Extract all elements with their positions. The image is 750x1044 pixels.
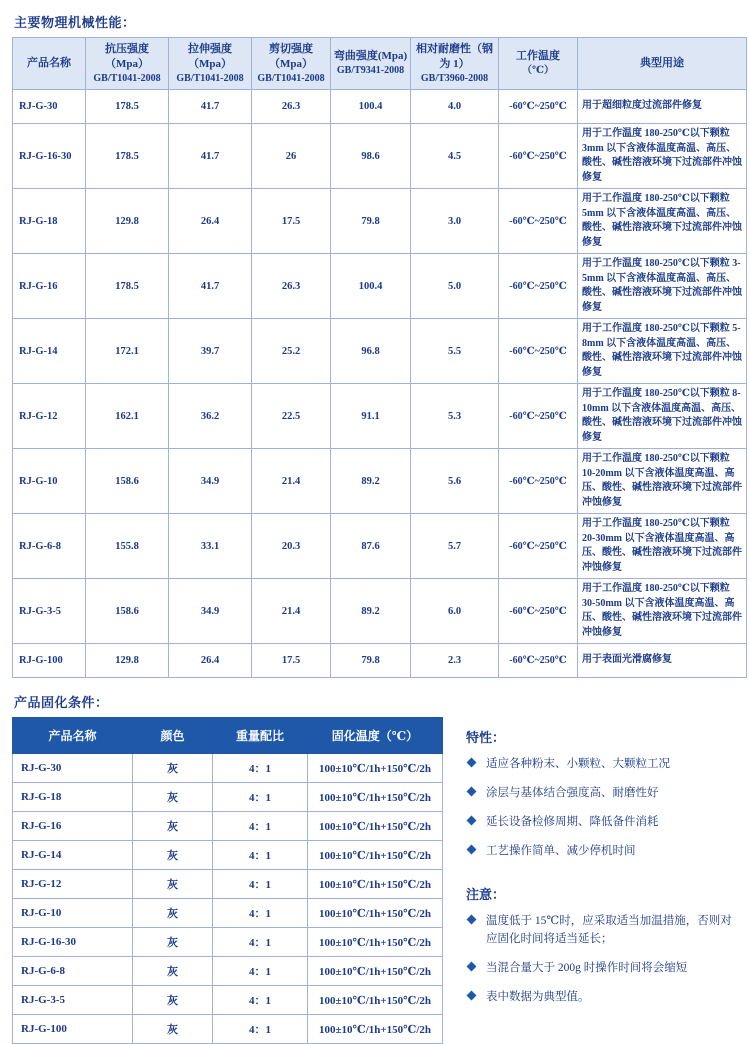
cell-tensile: 39.7 — [169, 319, 252, 384]
cell-temperature: -60℃~250℃ — [499, 319, 578, 384]
cell-cure-temp: 100±10℃/1h+150℃/2h — [308, 754, 443, 783]
cell-shear: 17.5 — [252, 644, 331, 678]
th-working-temperature: 工作温度 （℃） — [499, 38, 578, 90]
cell-cure-temp: 100±10℃/1h+150℃/2h — [308, 899, 443, 928]
cell-shear: 22.5 — [252, 384, 331, 449]
properties-table-body — [13, 90, 747, 678]
cell-cure-name: RJ-G-3-5 — [13, 986, 133, 1015]
cell-temperature: -60℃~250℃ — [499, 514, 578, 579]
cell-usage: 用于工作温度 180-250℃以下颗粒 8-10mm 以下含液体温度高温、高压、酸性、碱性溶液环境下过流部件冲蚀修复 — [578, 384, 747, 449]
cell-temperature: -60℃~250℃ — [499, 644, 578, 678]
table-row — [13, 812, 443, 841]
cell-cure-color: 灰 — [133, 1015, 213, 1044]
diamond-bullet-icon — [467, 915, 477, 925]
cell-shear: 25.2 — [252, 319, 331, 384]
th-shear-strength: 剪切强度（Mpa） GB/T1041-2008 — [252, 38, 331, 90]
cell-shear: 20.3 — [252, 514, 331, 579]
table-row — [13, 579, 747, 644]
cell-wear: 4.5 — [411, 124, 499, 189]
cell-shear: 26.3 — [252, 254, 331, 319]
list-item — [466, 756, 742, 774]
cell-wear: 5.3 — [411, 384, 499, 449]
list-item — [466, 843, 742, 861]
th-cure-temperature: 固化温度（℃） — [308, 718, 443, 754]
diamond-bullet-icon — [467, 758, 477, 768]
cell-bending: 89.2 — [331, 449, 411, 514]
cell-cure-color: 灰 — [133, 754, 213, 783]
cell-cure-color: 灰 — [133, 899, 213, 928]
cell-wear: 5.6 — [411, 449, 499, 514]
cell-compressive: 178.5 — [86, 254, 169, 319]
cell-cure-ratio: 4：1 — [213, 754, 308, 783]
cell-cure-temp: 100±10℃/1h+150℃/2h — [308, 812, 443, 841]
cell-shear: 26 — [252, 124, 331, 189]
cell-product-name: RJ-G-10 — [13, 449, 86, 514]
cell-cure-name: RJ-G-6-8 — [13, 957, 133, 986]
curing-section-title: 产品固化条件： — [14, 695, 109, 711]
cell-compressive: 158.6 — [86, 579, 169, 644]
feature-text: 延长设备检修周期、降低备件消耗 — [486, 815, 659, 828]
cell-product-name: RJ-G-14 — [13, 319, 86, 384]
cell-tensile: 34.9 — [169, 579, 252, 644]
list-item — [466, 960, 742, 978]
cell-temperature: -60℃~250℃ — [499, 90, 578, 124]
cell-temperature: -60℃~250℃ — [499, 189, 578, 254]
cell-cure-ratio: 4：1 — [213, 841, 308, 870]
cell-cure-color: 灰 — [133, 812, 213, 841]
cell-bending: 89.2 — [331, 579, 411, 644]
cell-wear: 5.5 — [411, 319, 499, 384]
table-row — [13, 189, 747, 254]
cell-compressive: 129.8 — [86, 644, 169, 678]
cell-usage: 用于表面光滑腐修复 — [578, 644, 747, 678]
right-column — [448, 717, 742, 1044]
cell-temperature: -60℃~250℃ — [499, 449, 578, 514]
table-row — [13, 124, 747, 189]
notes-block — [462, 884, 742, 1006]
diamond-bullet-icon — [467, 844, 477, 854]
features-title: 特性： — [466, 730, 506, 746]
cell-product-name: RJ-G-18 — [13, 189, 86, 254]
cell-compressive: 129.8 — [86, 189, 169, 254]
table-row — [13, 783, 443, 812]
table-row — [13, 870, 443, 899]
table-row — [13, 319, 747, 384]
cell-cure-ratio: 4：1 — [213, 899, 308, 928]
cell-product-name: RJ-G-6-8 — [13, 514, 86, 579]
curing-table — [12, 717, 443, 1044]
cell-product-name: RJ-G-16 — [13, 254, 86, 319]
cell-bending: 100.4 — [331, 254, 411, 319]
diamond-bullet-icon — [467, 815, 477, 825]
list-item — [466, 814, 742, 832]
cell-wear: 6.0 — [411, 579, 499, 644]
cell-tensile: 34.9 — [169, 449, 252, 514]
feature-text: 适应各种粉末、小颗粒、大颗粒工况 — [486, 758, 670, 771]
note-text: 表中数据为典型值。 — [486, 990, 590, 1003]
table-row — [13, 841, 443, 870]
cell-shear: 26.3 — [252, 90, 331, 124]
cell-product-name: RJ-G-16-30 — [13, 124, 86, 189]
cell-cure-name: RJ-G-14 — [13, 841, 133, 870]
cell-product-name: RJ-G-30 — [13, 90, 86, 124]
th-relative-wear-resistance: 相对耐磨性（钢为 1） GB/T3960-2008 — [411, 38, 499, 90]
note-text: 温度低于 15℃时，应采取适当加温措施，否则对应固化时间将适当延长； — [486, 915, 732, 946]
cell-shear: 21.4 — [252, 449, 331, 514]
list-item — [466, 913, 742, 949]
cell-tensile: 33.1 — [169, 514, 252, 579]
table-row — [13, 384, 747, 449]
cell-cure-color: 灰 — [133, 870, 213, 899]
curing-table-head — [13, 718, 443, 754]
cell-compressive: 178.5 — [86, 90, 169, 124]
cell-cure-temp: 100±10℃/1h+150℃/2h — [308, 928, 443, 957]
cell-compressive: 178.5 — [86, 124, 169, 189]
cell-usage: 用于工作温度 180-250℃以下颗粒 3mm 以下含液体温度高温、高压、酸性、碱性溶液环境下过流部件冲蚀修复 — [578, 124, 747, 189]
properties-section-title: 主要物理机械性能： — [14, 15, 136, 30]
cell-bending: 96.8 — [331, 319, 411, 384]
cell-bending: 87.6 — [331, 514, 411, 579]
notes-list — [466, 913, 742, 1006]
th-cure-color: 颜色 — [133, 718, 213, 754]
table-row — [13, 986, 443, 1015]
table-row — [13, 449, 747, 514]
table-row — [13, 90, 747, 124]
feature-text: 工艺操作简单、减少停机时间 — [486, 844, 636, 857]
cell-cure-name: RJ-G-100 — [13, 1015, 133, 1044]
cell-cure-ratio: 4：1 — [213, 928, 308, 957]
curing-table-body — [13, 754, 443, 1044]
cell-product-name: RJ-G-12 — [13, 384, 86, 449]
cell-temperature: -60℃~250℃ — [499, 254, 578, 319]
cell-product-name: RJ-G-100 — [13, 644, 86, 678]
table-row — [13, 899, 443, 928]
cell-usage: 用于工作温度 180-250℃以下颗粒 3-5mm 以下含液体温度高温、高压、酸性、碱性溶液环境下过流部件冲蚀修复 — [578, 254, 747, 319]
th-cure-ratio: 重量配比 — [213, 718, 308, 754]
cell-cure-color: 灰 — [133, 783, 213, 812]
curing-table-wrap — [8, 717, 448, 1044]
cell-cure-name: RJ-G-16-30 — [13, 928, 133, 957]
th-cure-product-name: 产品名称 — [13, 718, 133, 754]
cell-tensile: 41.7 — [169, 124, 252, 189]
diamond-bullet-icon — [467, 990, 477, 1000]
cell-cure-temp: 100±10℃/1h+150℃/2h — [308, 957, 443, 986]
cell-cure-temp: 100±10℃/1h+150℃/2h — [308, 841, 443, 870]
properties-table-head — [13, 38, 747, 90]
table-row — [13, 644, 747, 678]
cell-usage: 用于超细粒度过流部件修复 — [578, 90, 747, 124]
cell-usage: 用于工作温度 180-250℃以下颗粒 5-8mm 以下含液体温度高温、高压、酸性、碱性溶液环境下过流部件冲蚀修复 — [578, 319, 747, 384]
table-row — [13, 957, 443, 986]
cell-wear: 5.0 — [411, 254, 499, 319]
cell-bending: 79.8 — [331, 189, 411, 254]
cell-wear: 4.0 — [411, 90, 499, 124]
cell-cure-color: 灰 — [133, 841, 213, 870]
cell-temperature: -60℃~250℃ — [499, 384, 578, 449]
th-compressive-strength: 抗压强度（Mpa） GB/T1041-2008 — [86, 38, 169, 90]
cell-bending: 91.1 — [331, 384, 411, 449]
cell-cure-color: 灰 — [133, 957, 213, 986]
cell-wear: 5.7 — [411, 514, 499, 579]
cell-cure-ratio: 4：1 — [213, 1015, 308, 1044]
list-item — [466, 989, 742, 1007]
cell-temperature: -60℃~250℃ — [499, 124, 578, 189]
cell-shear: 21.4 — [252, 579, 331, 644]
cell-bending: 98.6 — [331, 124, 411, 189]
table-row — [13, 928, 443, 957]
cell-temperature: -60℃~250℃ — [499, 579, 578, 644]
cell-wear: 2.3 — [411, 644, 499, 678]
cell-compressive: 158.6 — [86, 449, 169, 514]
cell-cure-ratio: 4：1 — [213, 870, 308, 899]
cell-tensile: 41.7 — [169, 254, 252, 319]
cell-bending: 79.8 — [331, 644, 411, 678]
cell-bending: 100.4 — [331, 90, 411, 124]
table-row — [13, 754, 443, 783]
cell-cure-color: 灰 — [133, 928, 213, 957]
cell-tensile: 26.4 — [169, 189, 252, 254]
th-bending-strength: 弯曲强度(Mpa) GB/T9341-2008 — [331, 38, 411, 90]
cell-tensile: 41.7 — [169, 90, 252, 124]
notes-title: 注意： — [466, 887, 506, 903]
cell-cure-name: RJ-G-30 — [13, 754, 133, 783]
cell-compressive: 162.1 — [86, 384, 169, 449]
diamond-bullet-icon — [467, 787, 477, 797]
cell-compressive: 155.8 — [86, 514, 169, 579]
cell-usage: 用于工作温度 180-250℃以下颗粒 30-50mm 以下含液体温度高温、高压、酸性、碱性溶液环境下过流部件冲蚀修复 — [578, 579, 747, 644]
cell-shear: 17.5 — [252, 189, 331, 254]
cell-cure-ratio: 4：1 — [213, 783, 308, 812]
cell-compressive: 172.1 — [86, 319, 169, 384]
cell-tensile: 36.2 — [169, 384, 252, 449]
table-header-row — [13, 38, 747, 90]
feature-text: 涂层与基体结合强度高、耐磨性好 — [486, 787, 659, 799]
table-row — [13, 514, 747, 579]
table-header-row — [13, 718, 443, 754]
cell-usage: 用于工作温度 180-250℃以下颗粒 20-30mm 以下含液体温度高温、高压、酸性、碱性溶液环境下过流部件冲蚀修复 — [578, 514, 747, 579]
cell-cure-ratio: 4：1 — [213, 957, 308, 986]
cell-cure-name: RJ-G-18 — [13, 783, 133, 812]
cell-cure-temp: 100±10℃/1h+150℃/2h — [308, 1015, 443, 1044]
th-tensile-strength: 拉伸强度（Mpa） GB/T1041-2008 — [169, 38, 252, 90]
diamond-bullet-icon — [467, 962, 477, 972]
cell-product-name: RJ-G-3-5 — [13, 579, 86, 644]
cell-cure-temp: 100±10℃/1h+150℃/2h — [308, 986, 443, 1015]
cell-usage: 用于工作温度 180-250℃以下颗粒 10-20mm 以下含液体温度高温、高压、酸性、碱性溶液环境下过流部件冲蚀修复 — [578, 449, 747, 514]
th-typical-usage: 典型用途 — [578, 38, 747, 90]
table-row — [13, 254, 747, 319]
cell-cure-ratio: 4：1 — [213, 812, 308, 841]
cell-wear: 3.0 — [411, 189, 499, 254]
note-text: 当混合量大于 200g 时操作时间将会缩短 — [486, 962, 688, 975]
cell-cure-color: 灰 — [133, 986, 213, 1015]
lower-area — [8, 717, 742, 1044]
th-product-name: 产品名称 — [13, 38, 86, 90]
cell-usage: 用于工作温度 180-250℃以下颗粒 5mm 以下含液体温度高温、高压、酸性、碱性溶液环境下过流部件冲蚀修复 — [578, 189, 747, 254]
table-row — [13, 1015, 443, 1044]
cell-tensile: 26.4 — [169, 644, 252, 678]
cell-cure-name: RJ-G-10 — [13, 899, 133, 928]
cell-cure-name: RJ-G-16 — [13, 812, 133, 841]
features-list — [466, 756, 742, 860]
list-item — [466, 785, 742, 803]
cell-cure-temp: 100±10℃/1h+150℃/2h — [308, 783, 443, 812]
cell-cure-temp: 100±10℃/1h+150℃/2h — [308, 870, 443, 899]
cell-cure-name: RJ-G-12 — [13, 870, 133, 899]
properties-table — [12, 37, 747, 678]
cell-cure-ratio: 4：1 — [213, 986, 308, 1015]
